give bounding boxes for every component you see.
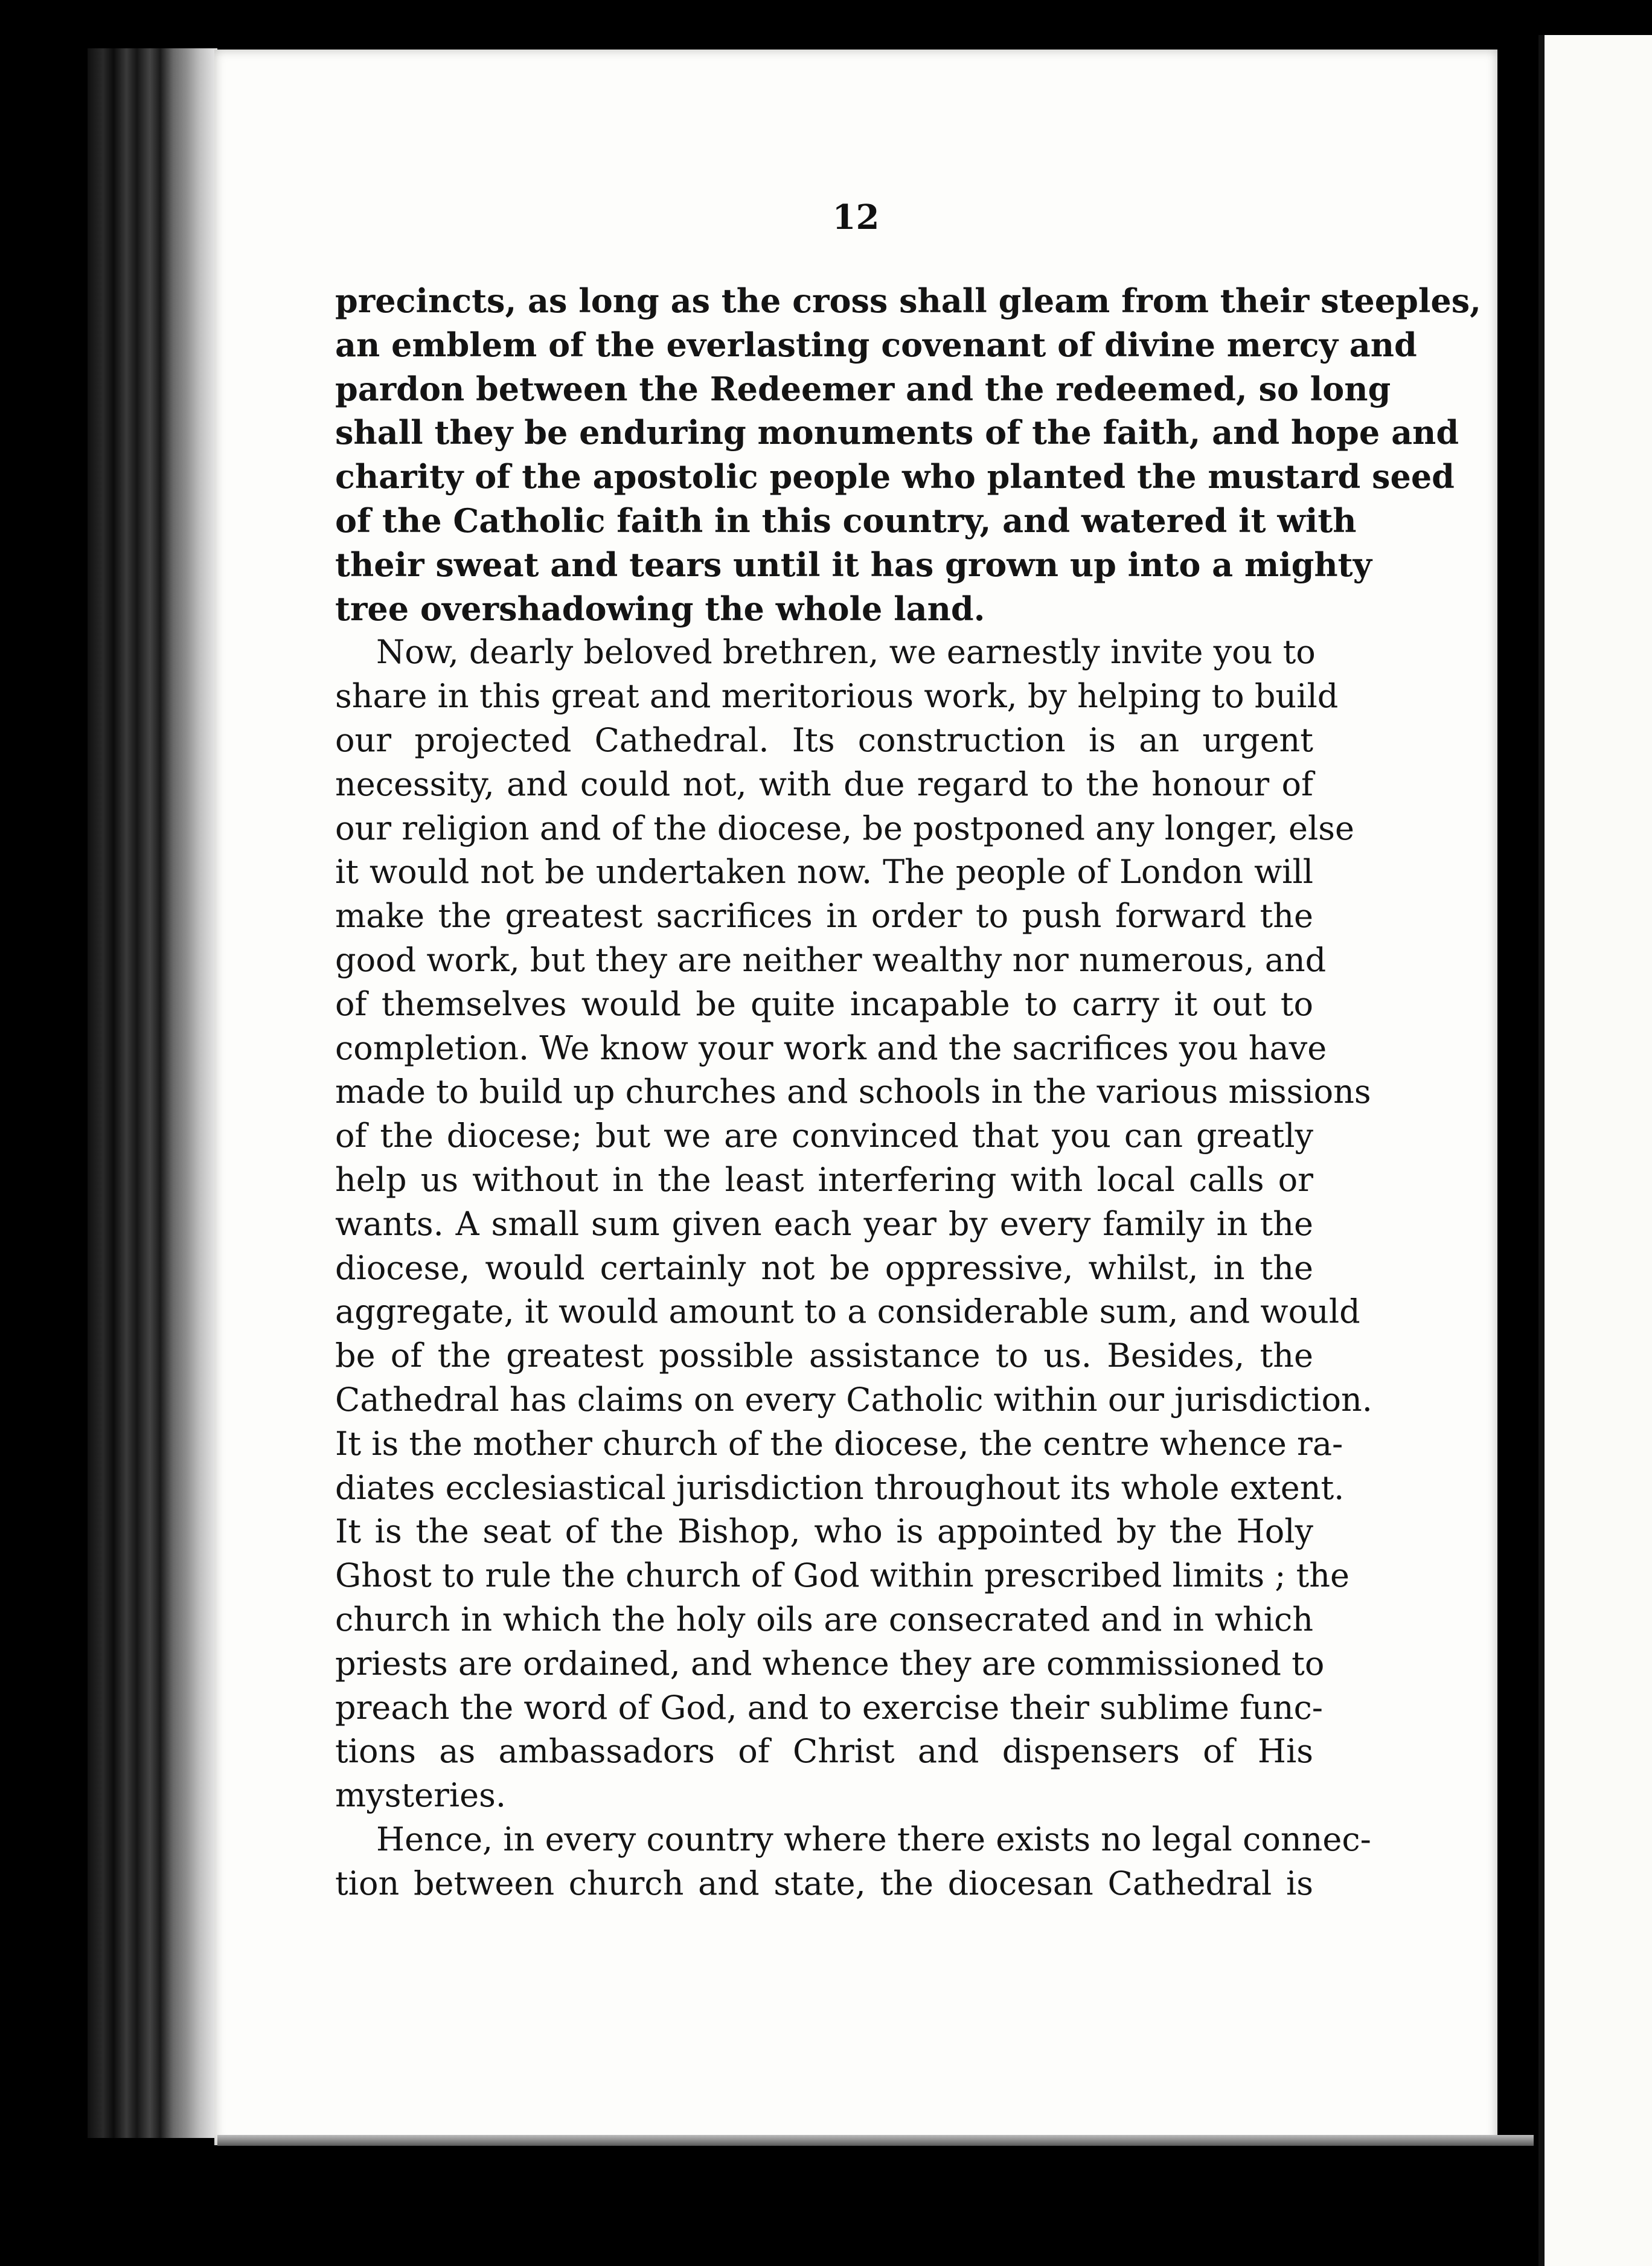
text-line: shall they be enduring monuments of the faith, and hope and (335, 413, 1459, 452)
paragraph (335, 631, 1372, 1818)
text-line: of the diocese; but we are convinced that you can greatly (335, 1117, 1313, 1155)
text-line: diates ecclesiastical jurisdiction throughout its whole extent. (335, 1468, 1345, 1507)
text-line: Ghost to rule the church of God within prescribed limits ; the (335, 1556, 1350, 1595)
text-line: be of the greatest possible assistance to us. Besides, the (335, 1337, 1313, 1375)
text-line: pardon between the Redeemer and the redeemed, so long (335, 369, 1391, 408)
text-line: tree overshadowing the whole land. (335, 589, 985, 628)
text-line: made to build up churches and schools in the various missions (335, 1073, 1371, 1111)
text-line: It is the mother church of the diocese, the centre whence ra- (335, 1424, 1343, 1463)
text-line: share in this great and meritorious work, by helping to build (335, 677, 1339, 716)
text-line: precincts, as long as the cross shall gleam from their steeples, (335, 281, 1481, 320)
text-line: Hence, in every country where there exists no legal connec- (376, 1820, 1371, 1858)
text-line: our projected Cathedral. Its construction is an urgent (335, 721, 1313, 759)
body-text (335, 279, 1481, 1905)
text-line: their sweat and tears until it has grown up into a mighty (335, 545, 1372, 584)
text-line: tions as ambassadors of Christ and dispensers of His (335, 1732, 1313, 1771)
facing-page-edge (1538, 35, 1652, 2266)
text-line: church in which the holy oils are consecrated and in which (335, 1600, 1313, 1639)
text-line: priests are ordained, and whence they are commissioned to (335, 1644, 1325, 1683)
text-line: good work, but they are neither wealthy nor numerous, and (335, 940, 1327, 979)
text-line: charity of the apostolic people who planted the mustard seed (335, 457, 1455, 496)
text-line: our religion and of the diocese, be postponed any longer, else (335, 809, 1354, 847)
text-line: Now, dearly beloved brethren, we earnestly invite you to (376, 633, 1316, 672)
book-page (214, 50, 1497, 2145)
text-line: necessity, and could not, with due regard to the honour of (335, 765, 1313, 803)
text-line: tion between church and state, the diocesan Cathedral is (335, 1864, 1313, 1902)
text-line: Cathedral has claims on every Catholic within our jurisdiction. (335, 1380, 1372, 1419)
paragraph (335, 279, 1481, 631)
text-line: of the Catholic faith in this country, and watered it with (335, 501, 1357, 540)
text-line: make the greatest sacrifices in order to push forward the (335, 897, 1313, 936)
text-line: wants. A small sum given each year by every family in the (335, 1204, 1313, 1243)
text-line: mysteries. (335, 1776, 506, 1815)
text-line: completion. We know your work and the sacrifices you have (335, 1029, 1327, 1067)
text-line: It is the seat of the Bishop, who is appointed by the Holy (335, 1512, 1313, 1551)
text-line: preach the word of God, and to exercise their sublime func- (335, 1688, 1324, 1727)
page-number: 12 (832, 197, 880, 237)
paragraph (335, 1818, 1371, 1906)
text-line: diocese, would certainly not be oppressive, whilst, in the (335, 1248, 1313, 1287)
text-line: an emblem of the everlasting covenant of divine mercy and (335, 325, 1417, 364)
page-bottom-edge (217, 2135, 1534, 2146)
text-line: it would not be undertaken now. The people of London will (335, 853, 1313, 891)
book-spine-edge (88, 48, 217, 2138)
text-line: of themselves would be quite incapable to carry it out to (335, 984, 1313, 1023)
text-line: help us without in the least interfering with local calls or (335, 1160, 1313, 1199)
text-line: aggregate, it would amount to a considerable sum, and would (335, 1292, 1360, 1331)
